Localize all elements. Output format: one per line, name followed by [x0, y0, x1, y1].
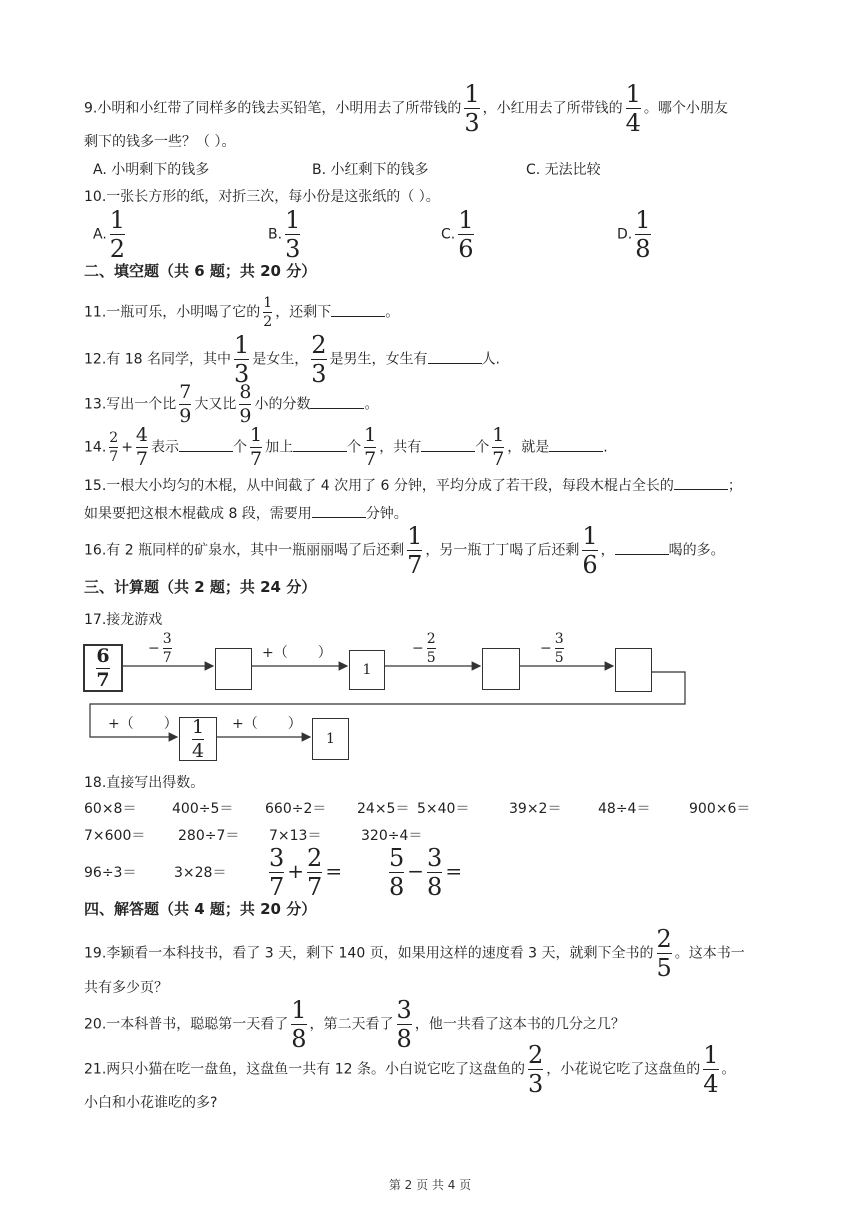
denominator: 7: [269, 873, 285, 901]
denominator: 7: [307, 873, 323, 901]
section-heading-calculation: 三、计算题（共 2 题；共 24 分）: [84, 578, 317, 596]
op-sign: +（: [262, 645, 288, 661]
fraction: [389, 846, 404, 899]
value-box: 1: [349, 650, 385, 690]
denominator: 3: [527, 1070, 544, 1098]
question-9-line2: 剩下的钱多一些？（ ）。: [84, 134, 236, 150]
q15-text: ；: [727, 478, 742, 494]
numerator: 3: [396, 996, 412, 1024]
section-heading-fill-in: 二、填空题（共 6 题；共 20 分）: [84, 262, 317, 280]
q13-text: 小的分数: [254, 396, 311, 413]
numerator: 5: [389, 844, 405, 872]
start-box: [83, 644, 123, 692]
calc-item: 7×600＝: [84, 828, 146, 844]
answer-box[interactable]: [215, 648, 252, 690]
option-label: C.: [441, 226, 456, 243]
option-label: B.: [268, 226, 283, 243]
op-sign: −: [407, 859, 425, 883]
q14-text: 个: [475, 439, 490, 456]
denominator: 7: [96, 668, 110, 691]
denominator: 8: [427, 873, 443, 901]
numerator: 8: [239, 381, 252, 403]
q9-option-c[interactable]: C. 无法比较: [526, 162, 601, 178]
fraction: [163, 632, 172, 665]
q15-text: 15.一根大小均匀的木棍，从中间截了 4 次用了 6 分钟，平均分成了若干段，每段木棍占全长的: [84, 478, 674, 494]
op-label: [262, 642, 332, 662]
numerator: 1: [458, 206, 474, 234]
numerator: 1: [703, 1041, 719, 1069]
q9-text: ，小红用去了所带钱的: [482, 100, 623, 117]
denominator: 8: [635, 235, 651, 263]
question-21-line2: 小白和小花谁吃的多?: [84, 1095, 218, 1111]
calc-item: 60×8＝: [84, 801, 137, 817]
q16-text: 喝的多。: [668, 542, 725, 559]
fraction: [528, 1043, 543, 1096]
question-10: 10.一张长方形的纸，对折三次，每小份是这张纸的（ ）。: [84, 189, 440, 205]
q15-text: 分钟。: [365, 506, 408, 522]
answer-box[interactable]: [482, 648, 520, 690]
op-label: [108, 713, 178, 733]
option-label: A.: [93, 226, 107, 243]
equals-sign: =: [445, 859, 463, 883]
numerator: 2: [311, 331, 327, 359]
op-sign: +（: [108, 716, 134, 732]
plus-sign: +: [121, 439, 133, 456]
fraction: [191, 715, 205, 762]
q9-text: 9.小明和小红带了同样多的钱去买铅笔，小明用去了所带钱的: [84, 100, 462, 117]
numerator: 3: [554, 631, 564, 647]
denominator: 7: [109, 449, 119, 465]
numerator: 2: [527, 1041, 544, 1069]
denominator: 7: [492, 448, 505, 470]
q14-text: ，就是: [507, 439, 550, 456]
q20-text: 20.一本科普书，聪聪第一天看了: [84, 1016, 289, 1033]
denominator: 5: [554, 650, 564, 666]
denominator: 9: [179, 405, 192, 427]
q9-text: 。哪个小朋友: [643, 100, 728, 117]
denominator: 3: [311, 360, 327, 388]
numerator: 3: [162, 631, 172, 647]
denominator: 7: [162, 650, 172, 666]
numerator: 1: [263, 295, 273, 311]
denominator: 2: [263, 314, 273, 330]
q12-text: 是女生，: [252, 351, 309, 368]
fraction: [269, 846, 284, 899]
fraction: [96, 644, 110, 691]
question-21-line1: [84, 1043, 736, 1096]
numerator: 4: [135, 424, 149, 446]
q14-text: 表示: [151, 439, 180, 456]
numerator: 1: [364, 424, 377, 446]
q20-text: ，他一共看了这本书的几分之几？: [414, 1016, 625, 1033]
question-17-title: 17.接龙游戏: [84, 612, 163, 628]
numerator: 1: [464, 80, 480, 108]
calc-item: 39×2＝: [509, 801, 562, 817]
question-19-line2: 共有多少页？: [84, 980, 168, 996]
calc-item: 320÷4＝: [361, 828, 423, 844]
op-label: [232, 713, 302, 733]
calc-item: 5×40＝: [417, 801, 470, 817]
op-sign: −: [412, 640, 424, 657]
question-19-line1: [84, 927, 745, 980]
denominator: 2: [109, 235, 126, 263]
op-paren: ）: [287, 716, 302, 732]
q13-text: 大又比: [194, 396, 237, 413]
numerator: 1: [233, 331, 250, 359]
numerator: 1: [109, 206, 126, 234]
q21-text: 。: [721, 1061, 736, 1078]
q12-text: 人.: [481, 351, 500, 368]
q19-text: 19.李颖看一本科技书，看了 3 天，剩下 140 页，如果用这样的速度看 3 天，就剩下全书的: [84, 945, 654, 962]
numerator: 1: [625, 80, 641, 108]
numerator: 1: [285, 206, 301, 234]
q11-text: ，还剩下: [275, 304, 332, 321]
numerator: 2: [307, 844, 323, 872]
question-18-title: 18.直接写出得数。: [84, 775, 205, 791]
denominator: 5: [656, 954, 672, 982]
calc-item: 24×5＝: [357, 801, 410, 817]
numerator: 6: [96, 644, 110, 667]
denominator: 7: [407, 551, 423, 579]
q14-text: 个: [347, 439, 362, 456]
numerator: 3: [427, 844, 443, 872]
q11-text: 11.一瓶可乐，小明喝了它的: [84, 304, 261, 321]
numerator: 1: [291, 996, 307, 1024]
q14-text: 个: [233, 439, 248, 456]
calc-item: 400÷5＝: [172, 801, 234, 817]
numerator: 2: [426, 631, 436, 647]
value-box: 1: [312, 718, 349, 760]
denominator: 3: [285, 235, 301, 263]
q13-text: 13.写出一个比: [84, 396, 177, 413]
answer-box[interactable]: [615, 648, 652, 692]
denominator: 6: [458, 235, 474, 263]
q14-text: ，共有: [379, 439, 422, 456]
equals-sign: =: [325, 859, 343, 883]
numerator: 1: [492, 424, 505, 446]
denominator: 8: [291, 1025, 307, 1053]
op-sign: −: [540, 640, 552, 657]
op-sign: +（: [232, 716, 258, 732]
q16-text: ，: [600, 542, 615, 559]
fraction: [703, 1043, 718, 1096]
op-label: [540, 632, 567, 665]
q14-text: 加上: [265, 439, 294, 456]
op-label: [412, 632, 439, 665]
denominator: 4: [625, 109, 641, 137]
q13-text: 。: [364, 396, 379, 413]
q14-text: 14.: [84, 439, 107, 456]
denominator: 3: [233, 360, 250, 388]
calc-item: 660÷2＝: [265, 801, 327, 817]
q16-text: 16.有 2 瓶同样的矿泉水，其中一瓶丽丽喝了后还剩: [84, 542, 405, 559]
calc-item: 7×13＝: [269, 828, 322, 844]
denominator: 3: [464, 109, 480, 137]
numerator: 1: [635, 206, 651, 234]
op-sign: −: [148, 640, 160, 657]
denominator: 7: [250, 448, 263, 470]
fraction-expression: [266, 846, 342, 899]
q9-option-b[interactable]: B. 小红剩下的钱多: [312, 162, 429, 178]
q12-text: 12.有 18 名同学，其中: [84, 351, 231, 368]
denominator: 9: [239, 405, 252, 427]
q16-text: ，另一瓶丁丁喝了后还剩: [425, 542, 580, 559]
numerator: 1: [191, 715, 205, 738]
q11-text: 。: [385, 304, 400, 321]
numerator: 1: [582, 522, 598, 550]
q20-text: ，第二天看了: [309, 1016, 394, 1033]
q19-text: 。这本书一: [674, 945, 745, 962]
numerator: 2: [656, 925, 672, 953]
section-heading-word-problems: 四、解答题（共 4 题；共 20 分）: [84, 900, 317, 918]
numerator: 1: [407, 522, 423, 550]
numerator: 2: [109, 430, 119, 446]
numerator: 3: [269, 844, 285, 872]
q15-text: 如果要把这根木棍截成 8 段，需要用: [84, 506, 312, 522]
value-box: [179, 717, 217, 761]
q14-text: .: [603, 439, 608, 456]
fraction: [427, 632, 436, 665]
fraction: [555, 632, 564, 665]
op-label: [148, 632, 175, 665]
denominator: 6: [582, 551, 598, 579]
denominator: 4: [191, 739, 205, 762]
denominator: 4: [703, 1070, 719, 1098]
q9-option-a[interactable]: A. 小明剩下的钱多: [93, 162, 210, 178]
q21-text: ，小花说它吃了这盘鱼的: [546, 1061, 701, 1078]
fraction: [657, 927, 672, 980]
denominator: 8: [396, 1025, 412, 1053]
q12-text: 是男生，女生有: [329, 351, 428, 368]
page-footer: 第 2 页 共 4 页: [388, 1178, 472, 1192]
fraction: [427, 846, 442, 899]
numerator: 1: [250, 424, 263, 446]
denominator: 5: [426, 650, 436, 666]
calc-item: 48÷4＝: [598, 801, 651, 817]
denominator: 8: [389, 873, 405, 901]
calc-item: 96÷3＝: [84, 865, 137, 881]
option-label: D.: [617, 226, 633, 243]
calc-item: 3×28＝: [174, 865, 227, 881]
op-sign: +: [287, 859, 305, 883]
q21-text: 21.两只小猫在吃一盘鱼，这盘鱼一共有 12 条。小白说它吃了这盘鱼的: [84, 1061, 525, 1078]
calc-item: 280÷7＝: [178, 828, 240, 844]
op-paren: ）: [317, 645, 332, 661]
denominator: 7: [135, 448, 149, 470]
calc-item: 900×6＝: [689, 801, 751, 817]
op-paren: ）: [163, 716, 178, 732]
numerator: 7: [179, 381, 192, 403]
denominator: 7: [364, 448, 377, 470]
fraction-expression: [386, 846, 462, 899]
fraction: [307, 846, 322, 899]
